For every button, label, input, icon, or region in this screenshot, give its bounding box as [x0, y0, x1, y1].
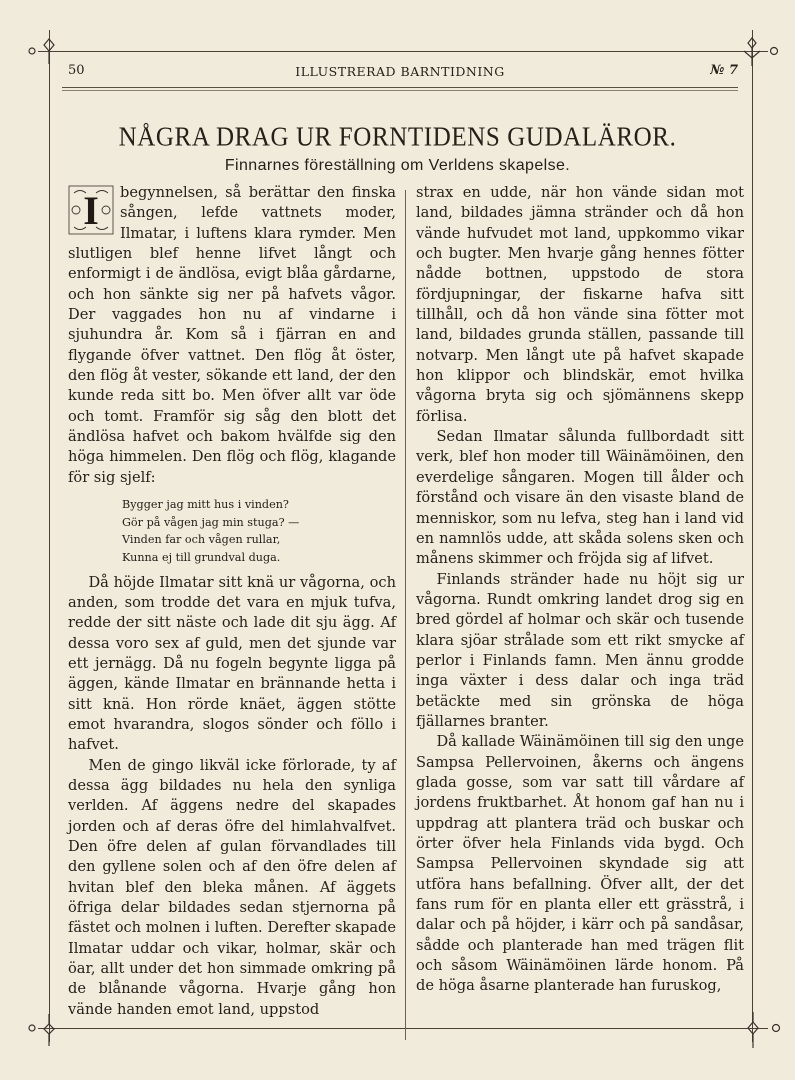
poem-line: Gör på vågen jag min stuga? —: [122, 515, 300, 529]
corner-ornament-icon: [738, 36, 786, 76]
frame-bottom-line: [38, 1028, 768, 1029]
paragraph: Men de gingo likväl icke förlorade, ty af dessa ägg bildades nu hela den synliga verlden. Af äggens nedre del skapades jorden och af deras öfre del himlahvalfvet. Den öfre delen af gulan förvandlades till den gyllene solen och af den öfre delen af hvitan blef den bleka månen. Af äggets öfriga delar bildades sedan stjernorna på fästet och molnen i luften. Derefter skapade Ilmatar uddar och vikar, holmar, skär och öar, allt under det hon simmade omkring på de blånande vågorna. Hvarje gång hon vände handen emot land, uppstod: [68, 756, 396, 1018]
paragraph: Sedan Ilmatar sålunda fullbordadt sitt verk, blef hon moder till Wäinämöinen, den everdelige sångaren. Mogen till ålder och förstånd och visare än den visaste bland de menniskor, som nu lefva, steg han i land vid en namnlös udde, att skåda solens sken och månens skimmer och fröjda sig af lifvet.: [416, 428, 744, 568]
paragraph: Finlands stränder hade nu höjt sig ur vågorna. Rundt omkring landet drog sig en bred gördel af holmar och skär och tusende klara sjöar strålade som ett rikt smycke af perlor i Finlands famn. Men ännu grodde inga växter i dess dalar och inga träd betäckte med sin grönska de höga fjällarnes branter.: [416, 570, 744, 730]
page-number: 50: [68, 63, 85, 78]
corner-ornament-icon: [740, 1010, 788, 1054]
poem-line: Kunna ej till grundval duga.: [122, 550, 281, 564]
journal-title: ILLUSTRERAD BARNTIDNING: [295, 64, 505, 79]
right-column: [416, 183, 744, 997]
paragraph: Då höjde Ilmatar sitt knä ur vågorna, och anden, som trodde det vara en mjuk tufva, redde der sitt näste och lade dit sju ägg. Af dessa voro sex af guld, men det sjunde var ett jernägg. Då nu fogeln begynte ligga på äggen, kände Ilmatar en brännande hetta i sitt knä. Hon rörde knäet, äggen stötte emot hvarandra, slogos sönder och föllo i hafvet.: [68, 573, 396, 754]
article-title: NÅGRA DRAG UR FORNTIDENS GUDALÄROR.: [118, 122, 677, 153]
poem-line: Vinden far och vågen rullar,: [122, 533, 281, 547]
running-header: [60, 63, 740, 83]
drop-cap-letter: I: [83, 188, 99, 233]
drop-cap-ornament-icon: [68, 185, 114, 235]
poem: [122, 496, 396, 566]
header-rule: [62, 87, 738, 91]
poem-line: Bygger jag mitt hus i vinden?: [122, 498, 289, 512]
paragraph-text: begynnelsen, så berättar den finska sången, lefde vattnets moder, Ilmatar, i luftens klara rymder. Men slutligen blef henne lifvet långt och enformigt i de ändlösa, evigt blåa gårdarne, och hon sänkte sig ner på hafvets vågor. Der vaggades hon nu af vindarne i sjuhundra år. Kom så i fjärran en and flygande öfver vattnet. Den flög åt öster, den flög åt vester, sökande ett land, der den kunde reda sitt bo. Men öfver allt var öde och tomt. Framför sig såg den blott det ändlösa hafvet och bakom hvälfde sig den höga himmelen. Den flög och flög, klagande för sig sjelf:: [68, 184, 396, 486]
frame-left-line: [49, 30, 50, 1042]
paragraph: [68, 183, 396, 488]
article-subtitle: Finnarnes föreställning om Verldens skapelse.: [224, 157, 571, 174]
issue-number: № 7: [710, 63, 738, 78]
left-column: [68, 183, 396, 1020]
paragraph: Då kallade Wäinämöinen till sig den unge Sampsa Pellervoinen, åkerns och ängens glada gosse, som var satt till vårdare af jordens fruktbarhet. Åt honom gaf han nu i uppdrag att plantera träd och buskar och örter öfver hela Finlands vida bygd. Och Sampsa Pellervoinen skyndade sig att utföra hans befallning. Öfver allt, der det fans rum för en planta eller ett grässtrå, i dalar och på höjder, i kärr och på sandåsar, sådde och planterade han med trägen flit och såsom Wäinämöinen lärde honom. På de höga åsarne planterade han furuskog,: [416, 733, 744, 995]
column-separator: [405, 190, 406, 1040]
drop-cap: [68, 185, 114, 235]
corner-ornament-icon: [26, 1012, 66, 1052]
frame-top-line: [38, 51, 768, 52]
paragraph: strax en udde, när hon vände sidan mot land, bildades jämna stränder och då hon vände hufvudet mot land, uppkommo vikar och bugter. Men hvarje gång hennes fötter nådde bottnen, uppstodo de stora fördjupningar, der fiskarne hafva sitt tillhåll, och då hon vände sina fötter mot land, bildades grunda ställen, passande till notvarp. Men långt ute på hafvet skapade hon klippor och blindskär, emot hvilka vågorna bryta sig och sjömännens skepp förlisa.: [416, 184, 744, 425]
frame-right-line: [752, 30, 753, 1042]
